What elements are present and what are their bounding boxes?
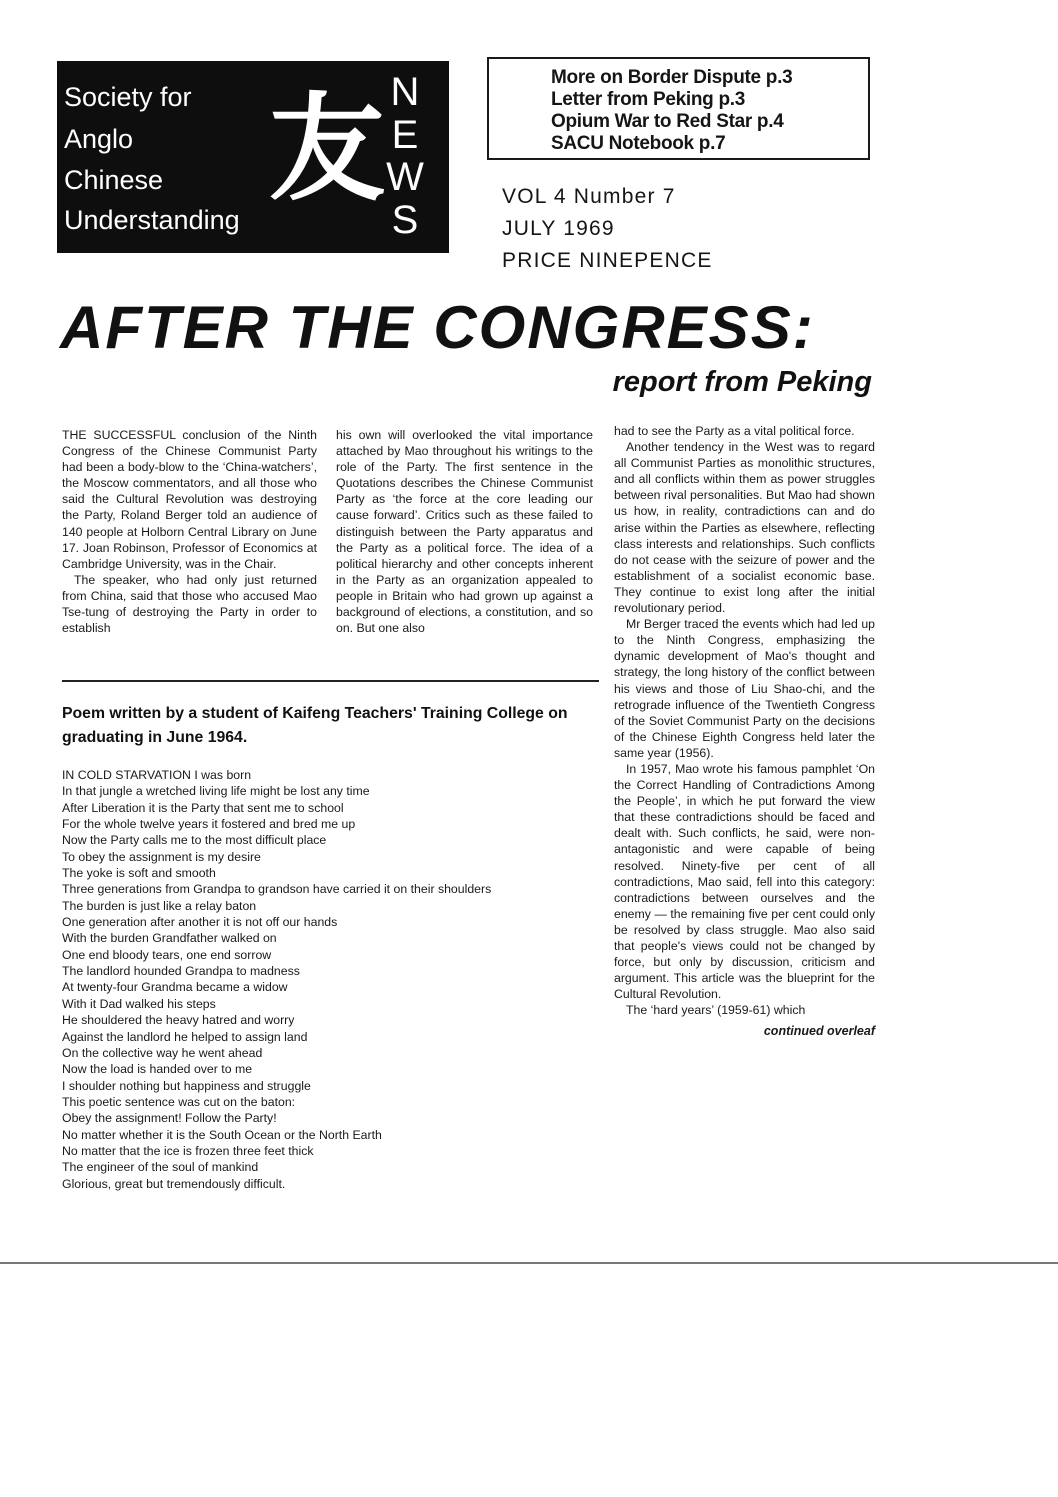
poem-line: IN COLD STARVATION I was born	[62, 768, 252, 782]
news-letter-n: N	[390, 70, 420, 114]
news-letter-w: W	[386, 155, 424, 199]
section-divider	[62, 680, 599, 682]
poem-line: To obey the assignment is my desire	[62, 849, 261, 864]
masthead-line-chinese: Chinese	[64, 165, 164, 195]
contents-item: SACU Notebook p.7	[551, 133, 726, 154]
poem-line: At twenty-four Grandma became a widow	[62, 980, 288, 995]
article-column-1	[62, 427, 317, 636]
article-column-2	[336, 427, 593, 636]
news-letter-e: E	[391, 112, 419, 157]
poem-line: No matter that the ice is frozen three feet thick	[62, 1143, 314, 1158]
poem-line: With the burden Grandfather walked on	[62, 931, 277, 946]
poem-line: The burden is just like a relay baton	[62, 898, 257, 913]
poem-line: He shouldered the heavy hatred and worry	[62, 1013, 295, 1028]
subheadline: report from Peking	[612, 366, 872, 398]
poem-line: With it Dad walked his steps	[62, 996, 216, 1011]
article-paragraph: In 1957, Mao wrote his famous pamphlet ‘On the Correct Handling of Contradictions Among the People’, in which he put forward the view that these contradictions should be faced and dealt with. Such conflicts, he said, were non-antagonistic and were capable of being resolved. Ninety-five per cent of all contradictions, Mao said, fell into this category: contradictions between ourselves and the enemy — the remaining five per cent could only be resolved by class struggle. Mao also said that people's views could not be changed by force, but only by discussion, criticism and argument. This article was the blueprint for the Cultural Revolution.	[614, 761, 875, 1002]
poem-line: One generation after another it is not off our hands	[62, 915, 338, 930]
poem-line: This poetic sentence was cut on the baton:	[62, 1094, 296, 1109]
poem-line: Now the load is handed over to me	[62, 1062, 253, 1077]
masthead-line-anglo: Anglo	[64, 124, 134, 154]
page-fold-line	[0, 1262, 1058, 1264]
article-paragraph: The ‘hard years’ (1959-61) which	[626, 1003, 806, 1018]
contents-item: Letter from Peking p.3	[551, 89, 745, 110]
poem-line: Now the Party calls me to the most difficult place	[62, 833, 327, 848]
article-column-3	[614, 423, 875, 1040]
continued-overleaf: continued overleaf	[763, 1024, 875, 1039]
poem-body	[62, 767, 622, 1192]
news-letter-s: S	[391, 197, 419, 242]
poem-line: After Liberation it is the Party that sent me to school	[62, 800, 344, 815]
contents-item: Opium War to Red Star p.4	[551, 111, 784, 132]
issue-date: JULY 1969	[502, 217, 615, 240]
poem-line: On the collective way he went ahead	[62, 1045, 263, 1060]
poem-title: Poem written by a student of Kaifeng Teachers' Training College on graduating in June 1964.	[62, 705, 568, 746]
contents-box	[487, 57, 870, 160]
masthead-line-understanding: Understanding	[64, 205, 240, 235]
masthead-line-society: Society for	[64, 82, 192, 112]
poem-line: One end bloody tears, one end sorrow	[62, 947, 272, 962]
article-paragraph: THE SUCCESSFUL conclusion of the Ninth Congress of the Chinese Communist Party had been a body-blow to the ‘China-watchers’, the Moscow commentators, and all those who said the Cultural Revolution was destroying the Party, Roland Berger told an audience of 140 people at Holborn Central Library on June 17. Joan Robinson, Professor of Economics at Cambridge University, was in the Chair.	[62, 428, 317, 571]
article-paragraph: The speaker, who had only just returned from China, said that those who accused Mao Tse-tung of destroying the Party in order to establish	[62, 572, 317, 636]
article-paragraph: his own will overlooked the vital importance attached by Mao throughout his writings to the role of the Party. The first sentence in the Quotations describes the Chinese Communist Party as ‘the force at the core leading our cause forward’. Critics such as these failed to distinguish between the Party apparatus and the Party as a political force. The idea of a political hierarchy and other concepts inherent in the Party as an organization appealed to people in Britain who had grown up against a background of elections, a constitution, and so on. But one also	[336, 428, 593, 636]
poem-line: The landlord hounded Grandpa to madness	[62, 964, 300, 979]
poem-line: Against the landlord he helped to assign land	[62, 1029, 308, 1044]
poem-line: Glorious, great but tremendously difficult.	[62, 1176, 286, 1191]
poem-line: Three generations from Grandpa to grandson have carried it on their shoulders	[62, 882, 492, 897]
friendship-character: 友	[269, 81, 385, 217]
poem-line: In that jungle a wretched living life might be lost any time	[62, 784, 370, 799]
masthead-logo	[57, 61, 449, 253]
article-paragraph: Mr Berger traced the events which had led up to the Ninth Congress, emphasizing the dynamic development of Mao's thought and strategy, the long history of the conflict between his views and those of Liu Shao-chi, and the retrograde influence of the Twentieth Congress of the Soviet Communist Party on the decisions of the Chinese Eighth Congress held later the same year (1956).	[614, 617, 875, 760]
issue-price: PRICE NINEPENCE	[502, 249, 713, 272]
headline: AFTER THE CONGRESS:	[60, 294, 815, 361]
contents-list	[551, 67, 792, 155]
contents-item: More on Border Dispute p.3	[551, 67, 793, 88]
article-paragraph: Another tendency in the West was to regard all Communist Parties as monolithic structures, and all conflicts within them as power struggles between rival personalities. But Mao had shown us how, in reality, contradictions can and do arise within the Parties as elsewhere, reflecting class interests and relationships. Such conflicts do not cease with the seizure of power and the establishment of a socialist economic base. They continue to exist long after the initial revolutionary period.	[614, 440, 875, 616]
poem-line: The engineer of the soul of mankind	[62, 1160, 259, 1175]
poem-line: Obey the assignment! Follow the Party!	[62, 1111, 277, 1126]
poem-line: No matter whether it is the South Ocean or the North Earth	[62, 1127, 382, 1142]
poem-line: For the whole twelve years it fostered and bred me up	[62, 817, 356, 832]
issue-volume: VOL 4 Number 7	[502, 185, 676, 208]
poem-line: I shoulder nothing but happiness and struggle	[62, 1078, 311, 1093]
poem-line: The yoke is soft and smooth	[62, 866, 216, 881]
article-paragraph: had to see the Party as a vital political force.	[614, 424, 855, 438]
news-vertical-label	[385, 71, 425, 241]
